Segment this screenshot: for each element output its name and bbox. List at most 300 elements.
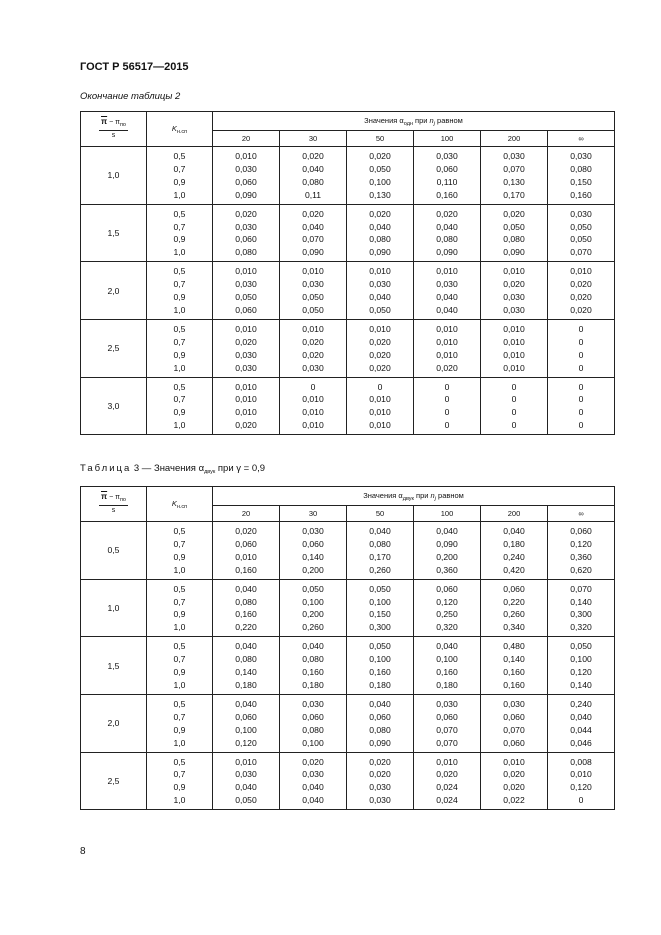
alpha-value: 0,040 [436, 221, 458, 232]
table-row [81, 579, 615, 637]
alpha-values [280, 522, 347, 580]
alpha-value: 0,070 [570, 583, 592, 594]
alpha-values [548, 204, 615, 262]
k-value: 1,0 [173, 564, 186, 575]
k-value: 0,9 [173, 609, 186, 620]
alpha-values [280, 694, 347, 752]
alpha-values [414, 377, 481, 435]
alpha-values [481, 522, 548, 580]
alpha-value: 0,120 [235, 737, 257, 748]
alpha-value: 0,130 [369, 189, 391, 200]
k-value: 0,9 [173, 782, 186, 793]
k-value: 0,7 [173, 221, 186, 232]
alpha-values [280, 752, 347, 810]
col-k-header: $K_{н.сп}$ [147, 487, 213, 522]
alpha-value: 0,080 [302, 724, 324, 735]
k-value: 0,5 [173, 583, 186, 594]
k-value: 0,7 [173, 654, 186, 665]
alpha-value: 0,200 [436, 551, 458, 562]
ratio-value: 1,5 [81, 637, 147, 695]
alpha-value: 0,040 [302, 641, 324, 652]
alpha-value: 0,030 [235, 769, 257, 780]
alpha-value: 0,040 [369, 698, 391, 709]
alpha-value: 0,060 [503, 583, 525, 594]
k-values [147, 377, 213, 435]
alpha-values [548, 262, 615, 320]
alpha-value: 0,010 [235, 394, 257, 405]
alpha-values [213, 319, 280, 377]
alpha-values [213, 377, 280, 435]
alpha-value: 0,140 [570, 596, 592, 607]
table-row [81, 522, 615, 580]
alpha-value: 0,100 [369, 596, 391, 607]
ratio-value: 2,0 [81, 262, 147, 320]
alpha-value: 0,010 [436, 266, 458, 277]
alpha-values [347, 377, 414, 435]
alpha-value: 0,100 [570, 654, 592, 665]
alpha-values [548, 694, 615, 752]
k-value: 0,9 [173, 724, 186, 735]
alpha-value: 0,080 [302, 654, 324, 665]
alpha-values [481, 637, 548, 695]
alpha-values [213, 752, 280, 810]
alpha-values [548, 752, 615, 810]
alpha-value: 0,030 [302, 698, 324, 709]
alpha-value: 0,180 [302, 679, 324, 690]
k-values [147, 694, 213, 752]
k-value: 0,9 [173, 292, 186, 303]
alpha-value: 0,080 [369, 234, 391, 245]
alpha-value: 0 [310, 381, 316, 392]
alpha-value: 0,120 [570, 667, 592, 678]
alpha-value: 0,030 [302, 362, 324, 373]
alpha-value: 0 [578, 362, 584, 373]
alpha-values [280, 319, 347, 377]
alpha-value: 0,050 [369, 163, 391, 174]
alpha-value: 0,010 [436, 323, 458, 334]
alpha-value: 0,020 [369, 362, 391, 373]
alpha-value: 0,060 [302, 711, 324, 722]
alpha-value: 0,240 [503, 551, 525, 562]
alpha-value: 0,030 [503, 304, 525, 315]
n-header: 100 [414, 506, 481, 522]
alpha-values [481, 147, 548, 205]
n-header: 50 [347, 506, 414, 522]
alpha-value: 0,010 [436, 336, 458, 347]
alpha-values [213, 694, 280, 752]
alpha-value: 0,010 [369, 323, 391, 334]
alpha-value: 0,080 [503, 234, 525, 245]
alpha-value: 0,030 [503, 698, 525, 709]
alpha-value: 0,120 [436, 596, 458, 607]
document-title: ГОСТ Р 56517—2015 [80, 61, 189, 73]
alpha-value: 0,060 [235, 234, 257, 245]
alpha-value: 0,010 [503, 266, 525, 277]
k-value: 0,7 [173, 596, 186, 607]
k-value: 0,9 [173, 407, 186, 418]
alpha-value: 0,160 [570, 189, 592, 200]
col-ratio-header: $\frac{\overline{\pi} - \pi_{по}}{s}$ [81, 487, 147, 522]
alpha-value: 0,100 [436, 654, 458, 665]
k-value: 0,7 [173, 163, 186, 174]
alpha-value: 0,260 [369, 564, 391, 575]
k-values [147, 579, 213, 637]
alpha-values [347, 694, 414, 752]
alpha-value: 0,120 [570, 782, 592, 793]
alpha-value: 0,022 [503, 795, 525, 806]
alpha-values [481, 319, 548, 377]
alpha-values [347, 637, 414, 695]
alpha-value: 0,100 [369, 176, 391, 187]
alpha-value: 0,480 [503, 641, 525, 652]
alpha-value: 0,140 [235, 667, 257, 678]
alpha-value: 0,010 [369, 420, 391, 431]
alpha-value: 0,020 [369, 756, 391, 767]
page-number: 8 [80, 846, 86, 857]
alpha-values [548, 637, 615, 695]
alpha-value: 0,010 [369, 266, 391, 277]
alpha-value: 0,140 [570, 679, 592, 690]
alpha-value: 0,040 [302, 795, 324, 806]
alpha-value: 0,080 [302, 176, 324, 187]
alpha-value: 0,160 [235, 564, 257, 575]
alpha-value: 0,160 [369, 667, 391, 678]
k-value: 0,7 [173, 279, 186, 290]
alpha-value: 0,200 [302, 564, 324, 575]
alpha-value: 0,020 [302, 151, 324, 161]
alpha-value: 0,320 [570, 622, 592, 633]
alpha-value: 0,010 [570, 769, 592, 780]
alpha-value: 0,050 [369, 304, 391, 315]
alpha-value: 0,180 [369, 679, 391, 690]
alpha-value: 0 [511, 381, 517, 392]
alpha-value: 0 [578, 336, 584, 347]
alpha-value: 0 [444, 394, 450, 405]
alpha-value: 0,070 [503, 163, 525, 174]
k-value: 0,5 [173, 381, 186, 392]
alpha-value: 0,010 [235, 756, 257, 767]
k-value: 0,7 [173, 394, 186, 405]
alpha-value: 0,020 [235, 208, 257, 219]
alpha-value: 0,420 [503, 564, 525, 575]
alpha-value: 0,010 [503, 336, 525, 347]
alpha-value: 0,050 [570, 234, 592, 245]
ratio-value: 3,0 [81, 377, 147, 435]
alpha-value: 0,020 [436, 208, 458, 219]
alpha-value: 0,020 [503, 782, 525, 793]
table2-caption: Таблица 3 — Значения $\alpha_{двук}$ при γ = 0,9 [80, 463, 266, 475]
alpha-value: 0,050 [570, 641, 592, 652]
alpha-value: 0 [511, 407, 517, 418]
alpha-values [481, 694, 548, 752]
alpha-values [347, 147, 414, 205]
alpha-value: 0 [578, 420, 584, 431]
alpha-value: 0,070 [436, 737, 458, 748]
alpha-value: 0,046 [570, 737, 592, 748]
alpha-value: 0,030 [235, 362, 257, 373]
alpha-values [414, 579, 481, 637]
alpha-value: 0,040 [302, 163, 324, 174]
alpha-values [213, 579, 280, 637]
alpha-value: 0,160 [436, 667, 458, 678]
alpha-value: 0,008 [570, 756, 592, 767]
alpha-value: 0,020 [235, 420, 257, 431]
alpha-value: 0,050 [235, 292, 257, 303]
k-value: 1,0 [173, 362, 186, 373]
alpha-value: 0,040 [436, 641, 458, 652]
alpha-values [414, 262, 481, 320]
alpha-value: 0,11 [304, 189, 322, 200]
alpha-value: 0,120 [570, 538, 592, 549]
alpha-value: 0,050 [570, 221, 592, 232]
n-header: 30 [280, 131, 347, 147]
k-value: 0,7 [173, 336, 186, 347]
alpha-value: 0,070 [570, 247, 592, 258]
n-header: ∞ [548, 131, 615, 147]
alpha-value: 0,100 [302, 737, 324, 748]
alpha-value: 0,060 [570, 526, 592, 536]
alpha-value: 0,060 [436, 163, 458, 174]
alpha-value: 0,340 [503, 622, 525, 633]
alpha-value: 0,180 [235, 679, 257, 690]
k-values [147, 204, 213, 262]
alpha-values [548, 147, 615, 205]
alpha-value: 0,010 [503, 756, 525, 767]
ratio-value: 1,5 [81, 204, 147, 262]
n-header: 30 [280, 506, 347, 522]
alpha-value: 0,010 [302, 407, 324, 418]
k-values [147, 262, 213, 320]
alpha-value: 0,050 [369, 641, 391, 652]
alpha-values [414, 522, 481, 580]
alpha-value: 0,010 [570, 266, 592, 277]
alpha-value: 0,040 [436, 526, 458, 536]
alpha-values [414, 694, 481, 752]
alpha-value: 0,050 [369, 583, 391, 594]
k-value: 1,0 [173, 247, 186, 258]
ratio-value: 1,0 [81, 147, 147, 205]
alpha-values [481, 752, 548, 810]
ratio-value: 2,5 [81, 752, 147, 810]
alpha-value: 0,020 [436, 769, 458, 780]
k-values [147, 752, 213, 810]
alpha-value: 0,070 [436, 724, 458, 735]
alpha-value: 0,040 [235, 698, 257, 709]
k-value: 0,9 [173, 176, 186, 187]
alpha-value: 0,010 [235, 323, 257, 334]
ratio-value: 1,0 [81, 579, 147, 637]
alpha-value: 0,140 [302, 551, 324, 562]
table-row [81, 752, 615, 810]
alpha-value: 0,040 [436, 304, 458, 315]
alpha-values [548, 319, 615, 377]
alpha-value: 0,300 [570, 609, 592, 620]
alpha-value: 0,060 [436, 583, 458, 594]
k-value: 0,9 [173, 234, 186, 245]
alpha-value: 0,020 [503, 208, 525, 219]
alpha-value: 0,010 [235, 551, 257, 562]
alpha-value: 0,040 [369, 526, 391, 536]
alpha-value: 0 [578, 381, 584, 392]
alpha-value: 0,020 [235, 526, 257, 536]
alpha-value: 0,040 [436, 292, 458, 303]
alpha-value: 0,010 [302, 266, 324, 277]
alpha-value: 0,010 [369, 394, 391, 405]
alpha-value: 0,030 [235, 221, 257, 232]
n-header: 20 [213, 506, 280, 522]
alpha-value: 0,030 [369, 782, 391, 793]
alpha-value: 0,180 [436, 679, 458, 690]
k-value: 1,0 [173, 622, 186, 633]
alpha-value: 0,090 [436, 247, 458, 258]
k-value: 1,0 [173, 737, 186, 748]
alpha-value: 0,010 [302, 394, 324, 405]
k-value: 0,5 [173, 266, 186, 277]
k-value: 0,9 [173, 349, 186, 360]
alpha-value: 0,040 [503, 526, 525, 536]
alpha-value: 0,040 [369, 292, 391, 303]
alpha-values [213, 637, 280, 695]
alpha-value: 0,060 [436, 711, 458, 722]
alpha-values [280, 147, 347, 205]
n-header: 50 [347, 131, 414, 147]
k-value: 0,5 [173, 151, 186, 161]
alpha-value: 0,060 [302, 538, 324, 549]
table1-caption: Окончание таблицы 2 [80, 91, 181, 102]
alpha-value: 0,100 [302, 596, 324, 607]
alpha-value: 0,200 [302, 609, 324, 620]
alpha-values [280, 377, 347, 435]
alpha-value: 0,110 [436, 176, 458, 187]
alpha-value: 0,030 [570, 208, 592, 219]
alpha-value: 0,070 [302, 234, 324, 245]
alpha-value: 0 [578, 349, 584, 360]
alpha-value: 0,030 [235, 163, 257, 174]
alpha-value: 0,010 [503, 349, 525, 360]
n-header: 200 [481, 131, 548, 147]
alpha-value: 0,050 [302, 583, 324, 594]
alpha-value: 0,020 [369, 769, 391, 780]
alpha-value: 0,160 [235, 609, 257, 620]
alpha-values [414, 319, 481, 377]
alpha-values [481, 262, 548, 320]
alpha-value: 0,020 [369, 151, 391, 161]
alpha-value: 0,090 [235, 189, 257, 200]
alpha-values [481, 579, 548, 637]
alpha-value: 0,020 [570, 279, 592, 290]
k-value: 0,9 [173, 551, 186, 562]
alpha-value: 0 [444, 420, 450, 431]
k-value: 1,0 [173, 679, 186, 690]
alpha-value: 0,060 [235, 711, 257, 722]
k-values [147, 319, 213, 377]
alpha-value: 0 [444, 407, 450, 418]
alpha-values [347, 522, 414, 580]
k-values [147, 147, 213, 205]
alpha-value: 0,010 [503, 362, 525, 373]
alpha-value: 0,020 [302, 336, 324, 347]
alpha-value: 0 [578, 795, 584, 806]
alpha-value: 0,090 [436, 538, 458, 549]
alpha-value: 0,020 [570, 304, 592, 315]
alpha-value: 0,090 [369, 247, 391, 258]
k-value: 0,5 [173, 323, 186, 334]
alpha-values [414, 637, 481, 695]
alpha-value: 0,060 [369, 711, 391, 722]
alpha-value: 0,060 [503, 737, 525, 748]
alpha-value: 0,250 [436, 609, 458, 620]
alpha-value: 0,080 [235, 247, 257, 258]
alpha-value: 0,080 [235, 654, 257, 665]
alpha-value: 0,030 [503, 151, 525, 161]
alpha-values [280, 204, 347, 262]
alpha-values [548, 522, 615, 580]
alpha-value: 0,030 [570, 151, 592, 161]
alpha-values [213, 262, 280, 320]
k-values [147, 522, 213, 580]
alpha-values [548, 377, 615, 435]
alpha-value: 0 [444, 381, 450, 392]
alpha-value: 0,040 [235, 641, 257, 652]
ratio-value: 2,0 [81, 694, 147, 752]
alpha-values [481, 377, 548, 435]
alpha-value: 0,060 [235, 538, 257, 549]
table-row [81, 147, 615, 205]
alpha-value: 0,080 [369, 724, 391, 735]
alpha-value: 0,100 [369, 654, 391, 665]
table-row [81, 377, 615, 435]
alpha-value: 0,260 [302, 622, 324, 633]
alpha-values [280, 637, 347, 695]
alpha-value: 0,020 [570, 292, 592, 303]
alpha-value: 0,050 [302, 304, 324, 315]
alpha-value: 0,040 [369, 221, 391, 232]
alpha-value: 0,090 [503, 247, 525, 258]
alpha-values [414, 752, 481, 810]
alpha-value: 0,020 [235, 336, 257, 347]
alpha-value: 0,020 [369, 349, 391, 360]
alpha-value: 0,030 [302, 526, 324, 536]
n-header: 100 [414, 131, 481, 147]
col-k-header: $K_{н.сп}$ [147, 112, 213, 147]
alpha-value: 0,180 [503, 538, 525, 549]
col-ratio-header: $\frac{\overline{\pi} - \pi_{по}}{s}$ [81, 112, 147, 147]
alpha-value: 0,010 [235, 381, 257, 392]
alpha-value: 0,160 [436, 189, 458, 200]
alpha-value: 0,320 [436, 622, 458, 633]
table2 [80, 486, 615, 810]
alpha-value: 0,010 [503, 323, 525, 334]
table-row [81, 204, 615, 262]
alpha-values [481, 204, 548, 262]
alpha-value: 0,050 [302, 292, 324, 303]
alpha-value: 0 [377, 381, 383, 392]
alpha-value: 0,010 [436, 349, 458, 360]
alpha-value: 0,170 [369, 551, 391, 562]
alpha-value: 0 [578, 323, 584, 334]
k-value: 1,0 [173, 304, 186, 315]
alpha-value: 0,100 [235, 724, 257, 735]
k-value: 1,0 [173, 189, 186, 200]
alpha-value: 0,024 [436, 795, 458, 806]
alpha-value: 0,020 [503, 279, 525, 290]
alpha-value: 0,360 [570, 551, 592, 562]
alpha-value: 0 [511, 420, 517, 431]
alpha-value: 0,050 [235, 795, 257, 806]
k-value: 0,5 [173, 756, 186, 767]
values-header: Значения $\alpha_{двук}$ при $n_j$ равном [213, 487, 615, 506]
alpha-values [280, 262, 347, 320]
